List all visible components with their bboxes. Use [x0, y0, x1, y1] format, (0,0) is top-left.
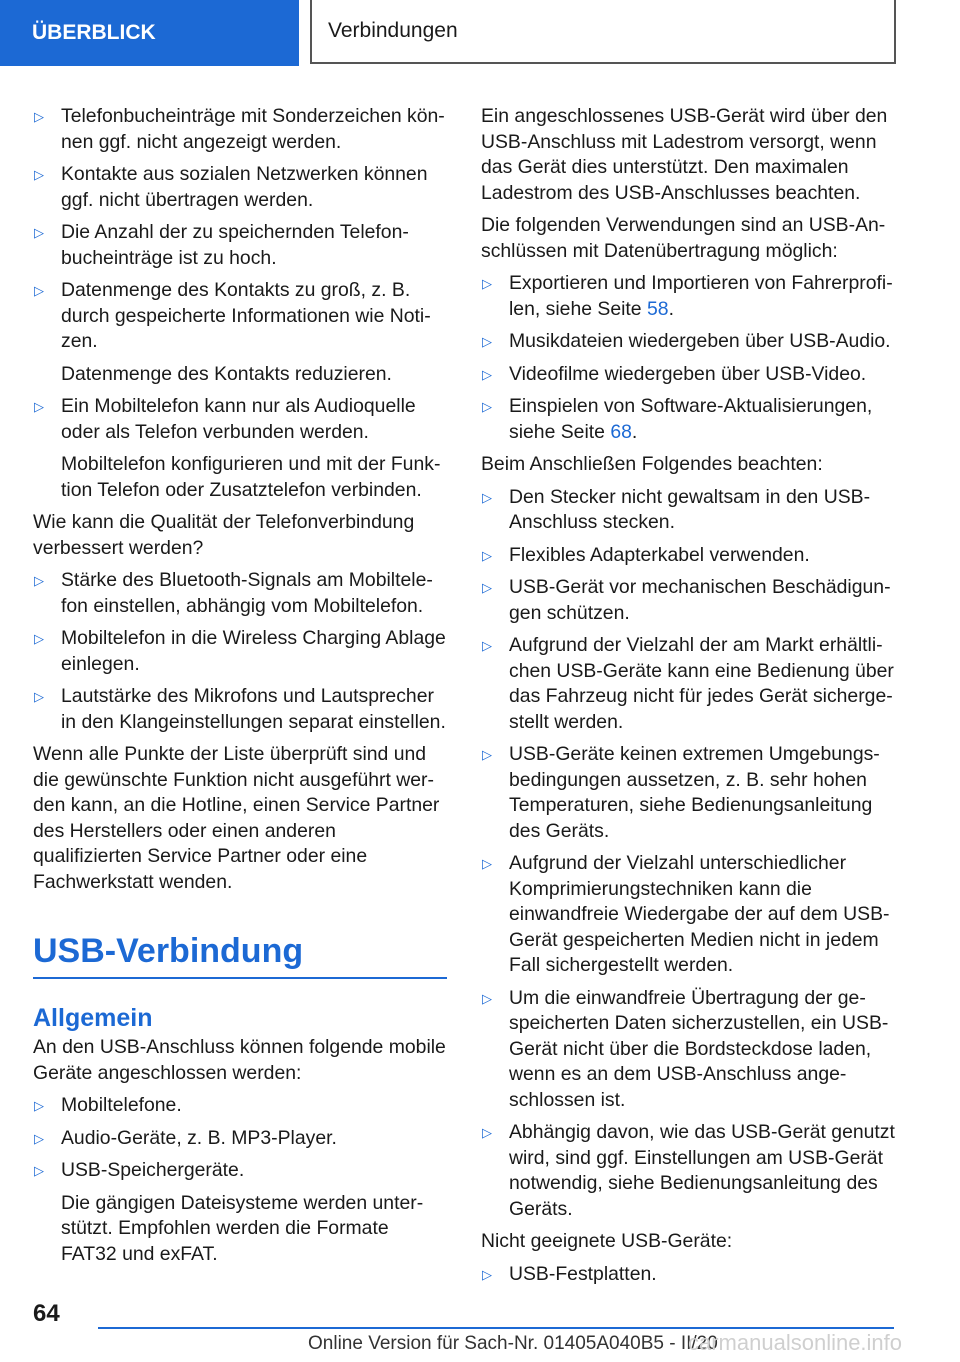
- list-item: ▷ Mobiltelefon in die Wireless Charging Ablage einlegen.: [34, 627, 446, 675]
- list-item: ▷ USB-Festplatten.: [481, 1262, 895, 1288]
- bullet-triangle-icon: ▷: [34, 167, 44, 182]
- bullet-triangle-icon: ▷: [482, 990, 492, 1006]
- subsection-heading: Allgemein: [33, 1004, 153, 1032]
- list-item: ▷ Flexibles Adapterkabel verwenden.: [481, 543, 895, 569]
- bullet-triangle-icon: ▷: [482, 747, 492, 762]
- paragraph-unsuitable: Nicht geeignete USB-Geräte:: [481, 1230, 733, 1252]
- list-item: ▷ Den Stecker nicht gewaltsam in den USB-Anschluss stecken.: [482, 485, 871, 533]
- list-item: ▷ Die Anzahl der zu speichernden Telefonbucheinträge ist zu hoch.: [34, 221, 409, 269]
- paragraph-uses-intro: Die folgenden Verwendungen sind an USB-Anschlüssen mit Datenübertragung möglich:: [481, 214, 886, 262]
- bullet-triangle-icon: ▷: [34, 1098, 44, 1113]
- bullet-triangle-icon: ▷: [482, 580, 492, 595]
- bullet-triangle-icon: ▷: [482, 1125, 492, 1140]
- list-item: ▷ USB-Geräte keinen extremen Umgebungsbedingungen aussetzen, z. B. sehr hohen Temperaturen, siehe Bedienungsanleitung des Geräts.: [482, 743, 880, 842]
- list-item: ▷ Exportieren und Importieren von Fahrerprofilen, siehe Seite 58.: [482, 272, 893, 320]
- paragraph-hotline: Wenn alle Punkte der Liste überprüft sind und die gewünschte Funktion nicht ausgeführt werden kann, an die Hotline, einen Service Partner des Herstellers oder einen anderen qualifizierten Service Partner oder eine Fachwerkstatt wenden.: [33, 743, 440, 893]
- bullet-triangle-icon: ▷: [482, 334, 492, 349]
- list-item: ▷ Datenmenge des Kontakts zu groß, z. B. durch gespeicherte Informationen wie Notizen.: [34, 279, 431, 352]
- paragraph-question: Wie kann die Qualität der Telefonverbindung verbessert werden?: [33, 511, 415, 559]
- watermark: carmanualsonline.info: [688, 1330, 903, 1355]
- page-link-58[interactable]: 58: [646, 297, 669, 320]
- paragraph-intro: An den USB-Anschluss können folgende mobile Geräte angeschlossen werden:: [33, 1036, 446, 1084]
- paragraph-connect-notes: Beim Anschließen Folgendes beachten:: [481, 453, 823, 475]
- bullet-triangle-icon: ▷: [34, 1130, 44, 1146]
- list-item: ▷ USB-Gerät vor mechanischen Beschädigungen schützen.: [482, 576, 891, 624]
- page-link-68[interactable]: 68: [610, 420, 632, 443]
- list-item: ▷ Ein Mobiltelefon kann nur als Audioquelle oder als Telefon verbunden werden.: [34, 395, 416, 443]
- paragraph-charging: Ein angeschlossenes USB-Gerät wird über den USB-Anschluss mit Ladestrom versorgt, wenn das Gerät dies unterstützt. Den maximalen Ladestrom des USB-Anschlusses beachten.: [481, 105, 888, 204]
- list-item: ▷ Musikdateien wiedergeben über USB-Audio.: [481, 329, 895, 355]
- footer-online-version: Online Version für Sach-Nr. 01405A040B5 - II/20: [308, 1333, 718, 1354]
- section-heading: USB-Verbindung: [33, 931, 447, 979]
- left-column: [33, 104, 447, 1274]
- list-item: ▷ Telefonbucheinträge mit Sonderzeichen können ggf. nicht angezeigt werden.: [34, 105, 445, 153]
- bullet-triangle-icon: ▷: [482, 399, 492, 414]
- list-item-note: Die gängigen Dateisysteme werden unterstützt. Empfohlen werden die Formate FAT32 und exFAT.: [61, 1191, 424, 1265]
- bullet-triangle-icon: ▷: [482, 276, 492, 291]
- list-item: ▷ Audio-Geräte, z. B. MP3-Player.: [33, 1126, 447, 1152]
- list-item: ▷ Videofilme wiedergeben über USB-Video.: [481, 362, 895, 388]
- bullet-triangle-icon: ▷: [34, 399, 44, 414]
- list-item: ▷ USB-Speichergeräte.: [33, 1158, 447, 1184]
- list-item-note: Mobiltelefon konfigurieren und mit der Funktion Telefon oder Zusatztelefon verbinden.: [61, 453, 441, 501]
- list-item: ▷ Aufgrund der Vielzahl der am Markt erhältlichen USB-Geräte kann eine Bedienung über das Fahrzeug nicht für jedes Gerät sichergestellt werden.: [482, 634, 894, 733]
- bullet-triangle-icon: ▷: [34, 1163, 44, 1178]
- list-item: ▷ Einspielen von Software-Aktualisierungen, siehe Seite 68.: [482, 395, 873, 443]
- list-item: ▷ Um die einwandfreie Übertragung der gespeicherten Daten sicherzustellen, ein USB-Gerät nicht über die Bordsteckdose laden, wenn es an dem USB-Anschluss angeschlossen ist.: [482, 986, 889, 1111]
- list-item: ▷ Aufgrund der Vielzahl unterschiedlicher Komprimierungstechniken kann die einwandfreie Wiedergabe der auf dem USB-Gerät gespeicherten Medien nicht in jedem Fall sichergestellt werden.: [482, 852, 890, 976]
- list-item: ▷ Lautstärke des Mikrofons und Lautsprecher in den Klangeinstellungen separat einstellen.: [34, 685, 446, 733]
- bullet-triangle-icon: ▷: [482, 547, 492, 563]
- list-item: ▷ Stärke des Bluetooth-Signals am Mobiltelefon einstellen, abhängig vom Mobiltelefon.: [34, 569, 433, 617]
- bullet-triangle-icon: ▷: [34, 109, 44, 124]
- right-column: [481, 104, 895, 1294]
- list-item: ▷ Kontakte aus sozialen Netzwerken können ggf. nicht übertragen werden.: [34, 163, 428, 211]
- bullet-triangle-icon: ▷: [34, 225, 44, 240]
- section-title: Verbindungen: [310, 0, 896, 64]
- bullet-triangle-icon: ▷: [34, 283, 44, 298]
- page-number: 64: [33, 1300, 60, 1327]
- bullet-triangle-icon: ▷: [34, 573, 44, 588]
- bullet-triangle-icon: ▷: [482, 856, 492, 871]
- list-item: ▷ Abhängig davon, wie das USB-Gerät genutzt wird, sind ggf. Einstellungen am USB-Gerät notwendig, siehe Bedienungsanleitung des Geräts.: [482, 1121, 895, 1220]
- bullet-triangle-icon: ▷: [34, 689, 44, 704]
- page-header: [0, 0, 960, 66]
- bullet-triangle-icon: ▷: [482, 638, 492, 653]
- list-item-note: Datenmenge des Kontakts reduzieren.: [61, 362, 392, 385]
- chapter-tab[interactable]: ÜBERBLICK: [0, 0, 299, 66]
- bullet-triangle-icon: ▷: [34, 631, 44, 646]
- footer-divider: [98, 1327, 894, 1329]
- bullet-triangle-icon: ▷: [482, 1266, 492, 1282]
- bullet-triangle-icon: ▷: [482, 366, 492, 382]
- list-item: ▷ Mobiltelefone.: [33, 1093, 447, 1119]
- bullet-triangle-icon: ▷: [482, 489, 492, 505]
